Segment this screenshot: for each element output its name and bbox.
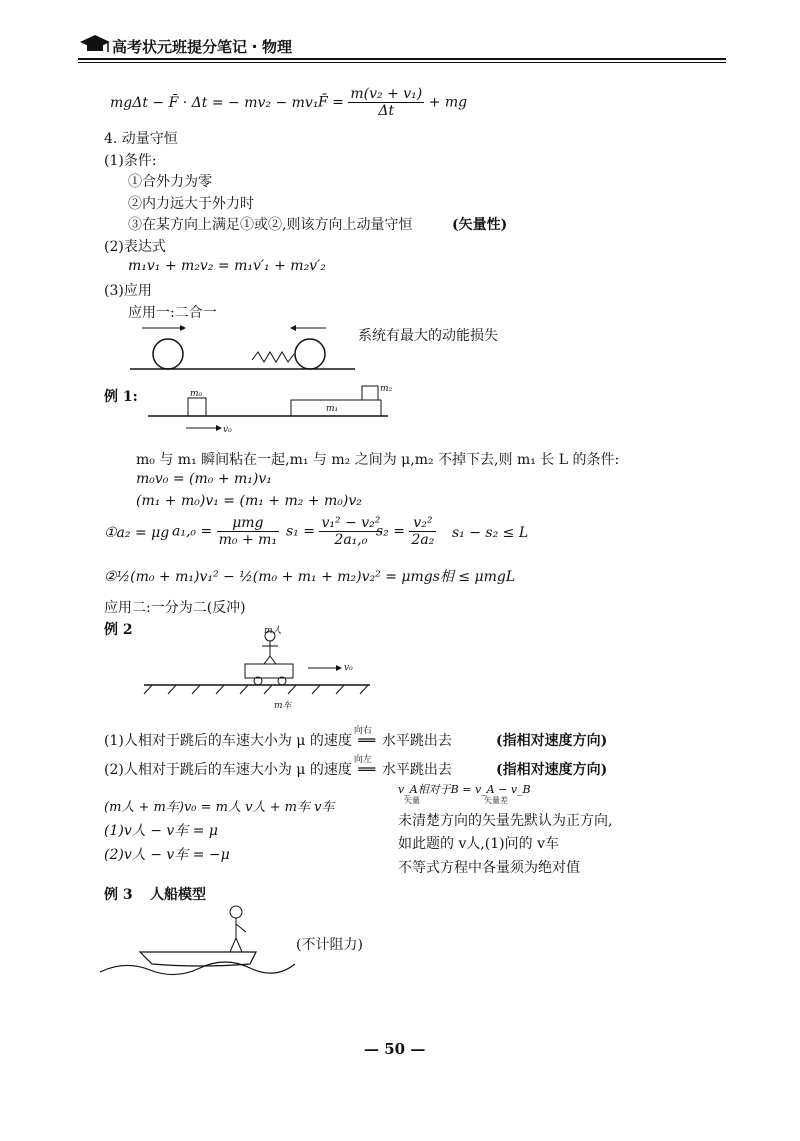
s1b-den: m₀ + m₁ xyxy=(218,532,278,548)
condition-1: ①合外力为零 xyxy=(128,174,212,190)
application-title: (3)应用 xyxy=(104,283,152,299)
relative-velocity-under1: 矢量 xyxy=(404,796,420,805)
example-1-label: 例 1: xyxy=(104,389,138,405)
example-2-eq-b: (2)v人 − v车 = −μ xyxy=(104,847,230,863)
example-3-title: 人船模型 xyxy=(150,887,206,903)
condition-3: ③在某方向上满足①或②,则该方向上动量守恒 xyxy=(128,217,413,233)
condition-3-note: (矢量性) xyxy=(452,217,508,233)
example-1-step1-e: s₁ − s₂ ≤ L xyxy=(452,525,529,541)
expression-formula: m₁v₁ + m₂v₂ = m₁v′₁ + m₂v′₂ xyxy=(128,258,326,274)
eq-num: m(v₂ + v₁) xyxy=(350,86,423,102)
example-2-note2: 如此题的 v人,(1)问的 v车 xyxy=(398,836,559,852)
condition-title: (1)条件: xyxy=(104,153,157,169)
label-v0-cart: v₀ xyxy=(344,663,353,673)
example-1-eq2: (m₁ + m₀)v₁ = (m₁ + m₂ + m₀)v₂ xyxy=(136,493,362,509)
application-2-title: 应用二:一分为二(反冲) xyxy=(104,600,246,616)
example-1-step1-d xyxy=(376,515,436,548)
s1c-lhs: s₁ = xyxy=(286,523,315,540)
label-v0: v₀ xyxy=(223,425,232,435)
s1c-num: v₁² − v₂² xyxy=(321,515,381,531)
example-1-step1-a: ①a₂ = μg xyxy=(104,525,170,541)
s1b-num: μmg xyxy=(217,515,279,532)
example-2-eq-a: (1)v人 − v车 = μ xyxy=(104,823,219,839)
line2-tail: 水平跳出去 xyxy=(381,762,452,778)
example-2-eq-main: (m人 + m车)v₀ = m人 v人 + m车 v车 xyxy=(104,800,335,815)
example-1-step2: ②½(m₀ + m₁)v₁² − ½(m₀ + m₁ + m₂)v₂² = μmgs相 ≤ μmgL xyxy=(104,569,516,585)
page-number: — 50 — xyxy=(364,1040,426,1058)
example-2-line2: (2)人相对于跳后的车速大小为 μ 的速度 向左 ══ 水平跳出去 xyxy=(104,759,452,779)
s1d-lhs: s₂ = xyxy=(376,523,405,540)
s1d-den: 2a₂ xyxy=(411,532,435,548)
example-1-description: m₀ 与 m₁ 瞬间粘在一起,m₁ 与 m₂ 之间为 μ,m₂ 不掉下去,则 m₁ 长 L 的条件: xyxy=(136,452,620,468)
section-title: 4. 动量守恒 xyxy=(104,131,178,147)
example-2-label: 例 2 xyxy=(104,622,133,638)
relative-velocity-under2: 矢量差 xyxy=(484,796,508,805)
relative-velocity-formula: v_A相对于B = v_A − v_B xyxy=(398,783,531,796)
eq-den: Δt xyxy=(378,103,395,119)
equation-impulse: mgΔt − F̄ · Δt = − mv₂ − mv₁ xyxy=(110,95,319,111)
boat-diagram xyxy=(100,902,300,982)
line1-tail: 水平跳出去 xyxy=(381,733,452,749)
header-rule xyxy=(78,58,726,60)
graduation-cap-icon xyxy=(78,32,112,56)
example-2-line2-note: (指相对速度方向) xyxy=(496,762,608,778)
line2-text: (2)人相对于跳后的车速大小为 μ 的速度 xyxy=(104,762,352,778)
label-m0: m₀ xyxy=(190,389,203,399)
label-m1: m₁ xyxy=(326,404,339,414)
label-m2: m₂ xyxy=(380,384,393,394)
s1c-den: 2a₁,₀ xyxy=(334,532,368,548)
example-3-label: 例 3 xyxy=(104,887,133,903)
s1d-num: v₂² xyxy=(409,515,436,532)
expression-title: (2)表达式 xyxy=(104,239,166,255)
application-1-title: 应用一:二合一 xyxy=(128,305,217,321)
line1-over: 向右 xyxy=(353,726,372,736)
example-1-step1-c xyxy=(286,515,382,548)
application-1-note: 系统有最大的动能损失 xyxy=(358,328,498,344)
example-2-note3: 不等式方程中各量须为绝对值 xyxy=(398,860,580,876)
label-m-person: m人 xyxy=(264,626,282,636)
example-1-step1-b xyxy=(172,515,279,548)
label-m-cart: m车 xyxy=(274,701,292,711)
example-1-diagram xyxy=(148,382,398,436)
header-rule-thin xyxy=(78,62,726,63)
header-title: 高考状元班提分笔记・物理 xyxy=(112,38,293,56)
line2-over: 向左 xyxy=(353,755,372,765)
s1b-lhs: a₁,₀ = xyxy=(172,523,213,540)
example-2-line1-note: (指相对速度方向) xyxy=(496,733,608,749)
eq-tail: + mg xyxy=(428,94,468,111)
example-2-line1: (1)人相对于跳后的车速大小为 μ 的速度 向右 ══ 水平跳出去 xyxy=(104,730,452,750)
line1-text: (1)人相对于跳后的车速大小为 μ 的速度 xyxy=(104,733,352,749)
condition-2: ②内力远大于外力时 xyxy=(128,196,254,212)
collision-diagram xyxy=(130,322,360,382)
equation-force xyxy=(318,86,467,119)
eq-lhs: F̄ = xyxy=(318,94,344,111)
example-3-note: (不计阻力) xyxy=(296,937,363,953)
example-2-note1: 未清楚方向的矢量先默认为正方向, xyxy=(398,813,613,829)
example-1-eq1: m₀v₀ = (m₀ + m₁)v₁ xyxy=(136,471,272,487)
